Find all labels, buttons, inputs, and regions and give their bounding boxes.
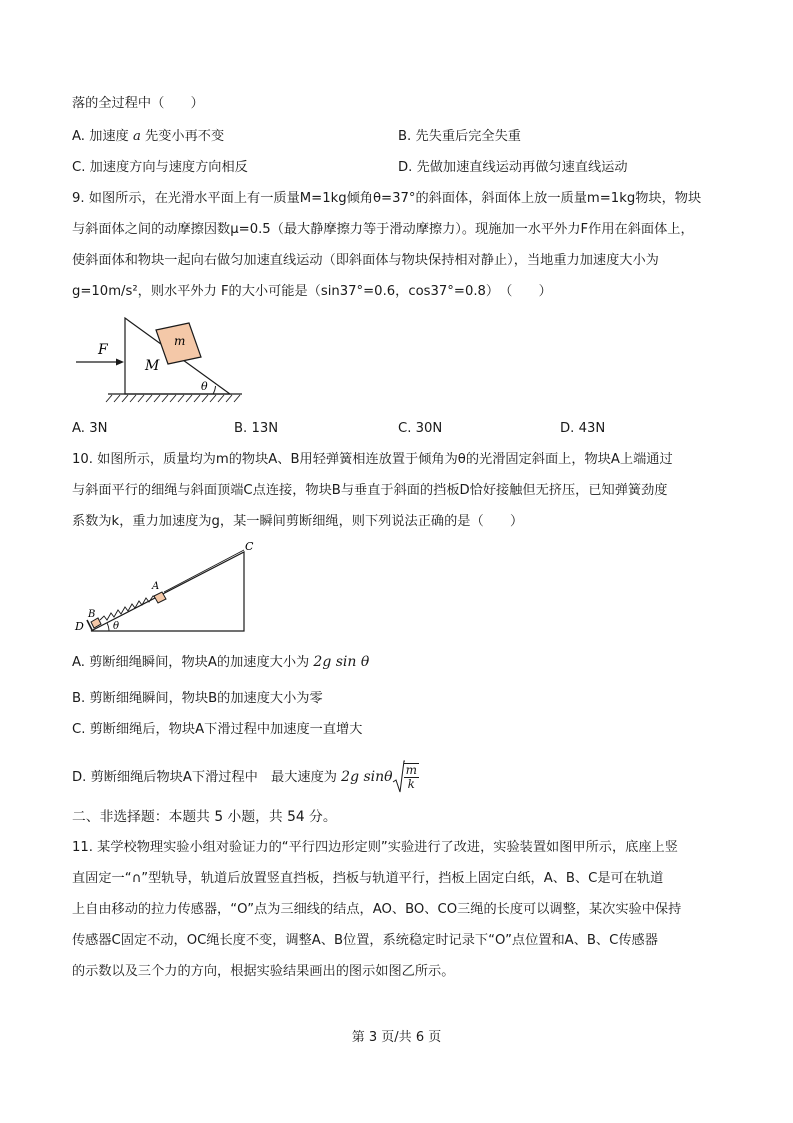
q11-line-1: 11. 某学校物理实验小组对验证力的“平行四边形定则”实验进行了改进，实验装置如图甲所示，底座上竖 xyxy=(72,840,678,855)
option-text: 先做加速直线运动再做匀速直线运动 xyxy=(416,160,628,175)
q10-incline-figure xyxy=(75,538,264,638)
option-formula: 2g sinθ xyxy=(341,769,393,785)
q10-option-d xyxy=(72,760,419,794)
option-letter: B. xyxy=(72,691,86,706)
option-letter: A. xyxy=(72,421,85,436)
option-text2: 先变小再不变 xyxy=(145,129,225,144)
option-letter: D. xyxy=(72,770,87,785)
label-C: C xyxy=(245,540,254,553)
option-letter: B. xyxy=(234,421,248,436)
option-text: 3N xyxy=(89,421,108,436)
option-text: 剪断细绳瞬间，物块A的加速度大小为 xyxy=(89,655,310,670)
option-var: a xyxy=(132,129,141,144)
fraction-denominator: k xyxy=(407,777,415,791)
option-text: 加速度 xyxy=(89,129,129,144)
q9-option-c xyxy=(398,420,442,438)
q11-line-4: 传感器C固定不动，OC绳长度不变，调整A、B位置，系统稳定时记录下“O”点位置和A、B、C传感器 xyxy=(72,933,658,948)
q11-line-3: 上自由移动的拉力传感器，“O”点为三细线的结点，AO、BO、CO三绳的长度可以调整，某次实验中保持 xyxy=(72,902,682,917)
label-theta: θ xyxy=(201,380,208,393)
q9-option-d xyxy=(560,420,605,438)
q8-option-d xyxy=(398,159,628,177)
q11-line-2: 直固定一“∩”型轨导，轨道后放置竖直挡板，挡板与轨道平行，挡板上固定白纸，A、B、C是可在轨道 xyxy=(72,871,664,886)
q9-incline-figure xyxy=(70,312,245,412)
q8-option-c xyxy=(72,159,248,177)
label-M: M xyxy=(145,358,160,374)
label-D: D xyxy=(75,620,84,633)
q9-line-4: g=10m/s²，则水平外力 F的大小可能是（sin37°=0.6，cos37°=0.8） （ ） xyxy=(72,284,552,299)
option-letter: D. xyxy=(398,160,413,175)
label-theta: θ xyxy=(113,621,120,632)
q10-option-c xyxy=(72,721,362,739)
q11-line-5: 的示数以及三个力的方向，根据实验结果画出的图示如图乙所示。 xyxy=(72,964,455,979)
option-letter: A. xyxy=(72,129,85,144)
label-A: A xyxy=(152,581,160,592)
q9-option-b xyxy=(234,420,278,438)
q10-line-1: 10. 如图所示，质量均为m的物块A、B用轻弹簧相连放置于倾角为θ的光滑固定斜面上，物块A上端通过 xyxy=(72,452,673,467)
q10-line-3: 系数为k，重力加速度为g，某一瞬间剪断细绳，则下列说法正确的是（ ） xyxy=(72,514,524,529)
q10-option-b xyxy=(72,690,323,708)
q9-line-3: 使斜面体和物块一起向右做匀加速直线运动（即斜面体与物块保持相对静止），当地重力加速度大小为 xyxy=(72,253,659,268)
ground-hatching xyxy=(106,395,240,402)
option-letter: D. xyxy=(560,421,575,436)
sqrt xyxy=(393,760,419,794)
q9-line-2: 与斜面体之间的动摩擦因数μ=0.5（最大静摩擦力等于滑动摩擦力）。现施加一水平外力F作用在斜面体上， xyxy=(72,222,694,237)
option-letter: B. xyxy=(398,129,412,144)
q9-line-1: 9. 如图所示，在光滑水平面上有一质量M=1kg倾角θ=37°的斜面体，斜面体上放一质量m=1kg物块，物块 xyxy=(72,191,702,206)
q8-stem-tail: 落的全过程中（ ） xyxy=(72,96,204,111)
section-heading: 二、非选择题：本题共 5 小题，共 54 分。 xyxy=(72,809,337,825)
option-text: 43N xyxy=(578,421,606,436)
label-B: B xyxy=(88,609,96,620)
option-letter: C. xyxy=(72,722,86,737)
option-text: 剪断细绳瞬间，物块B的加速度大小为零 xyxy=(89,691,323,706)
option-text: 30N xyxy=(415,421,443,436)
option-text: 13N xyxy=(251,421,279,436)
q8-option-b xyxy=(398,128,521,146)
label-m: m xyxy=(174,334,186,348)
option-text: 先失重后完全失重 xyxy=(415,129,521,144)
q10-option-a xyxy=(72,653,369,672)
q9-option-a xyxy=(72,420,107,438)
option-letter: C. xyxy=(398,421,412,436)
q10-line-2: 与斜面平行的细绳与斜面顶端C点连接，物块B与垂直于斜面的挡板D恰好接触但无挤压，已知弹簧劲度 xyxy=(72,483,668,498)
fraction-numerator: m xyxy=(405,763,417,777)
fraction xyxy=(404,763,419,791)
page-number: 第 3 页/共 6 页 xyxy=(351,1030,442,1045)
force-arrow-head xyxy=(116,359,124,366)
option-text: 加速度方向与速度方向相反 xyxy=(89,160,248,175)
option-letter: C. xyxy=(72,160,86,175)
option-letter: A. xyxy=(72,655,85,670)
incline xyxy=(91,552,244,631)
option-text: 剪断细绳后，物块A下滑过程中加速度一直增大 xyxy=(89,722,363,737)
q8-option-a xyxy=(72,128,224,146)
option-text: 剪断细绳后物块A下滑过程中 最大速度为 xyxy=(90,770,337,785)
label-F: F xyxy=(98,342,108,358)
option-formula: 2g sin θ xyxy=(313,654,370,670)
